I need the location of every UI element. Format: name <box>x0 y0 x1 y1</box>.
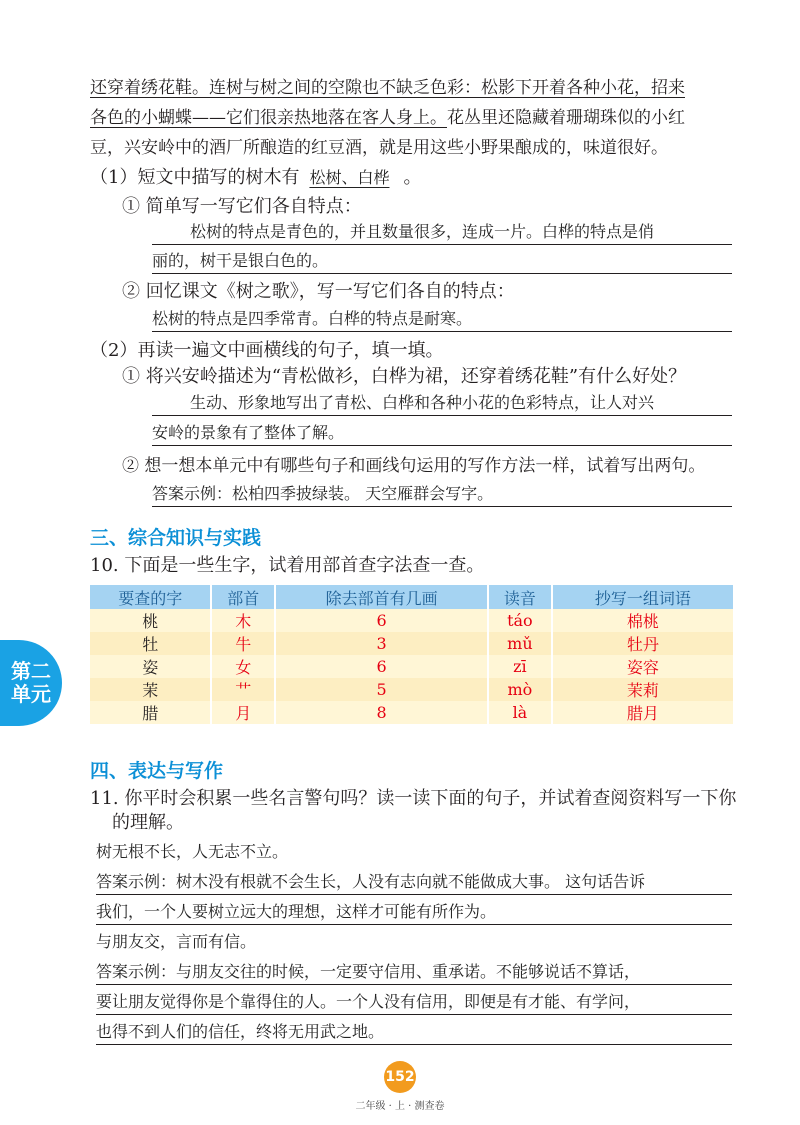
table-cell: 牛 <box>211 632 275 655</box>
answer-line <box>152 244 732 245</box>
table-cell: 姿容 <box>552 655 733 678</box>
q1-sub2-prompt: ② 回忆课文《树之歌》，写一写它们各自的特点： <box>122 281 515 302</box>
section-4-title: 四、表达与写作 <box>90 760 224 782</box>
q1-sub1-prompt: ① 简单写一写它们各自特点： <box>122 196 362 217</box>
question-11-line-1: 11. 你平时会积累一些名言警句吗？读一读下面的句子，并试着查阅资料写一下你 <box>90 788 737 809</box>
passage-line-1: 还穿着绣花鞋。连树与树之间的空隙也不缺乏色彩：松影下开着各种小花，招来 <box>90 78 685 98</box>
page-number-badge: 152 <box>384 1061 416 1093</box>
answer-line <box>96 924 732 925</box>
footer-text: 二年级 · 上 · 测查卷 <box>355 1101 445 1112</box>
q2-sub1-answer-line-2: 安岭的景象有了整体了解。 <box>152 423 345 442</box>
passage-line-2 <box>90 108 685 128</box>
answer-2-line-2: 要让朋友觉得你是个靠得住的人。一个人没有信用，即便是有才能、有学问， <box>96 992 641 1011</box>
answer-line <box>96 1044 732 1045</box>
answer-line <box>152 506 732 507</box>
table-cell: 茉 <box>90 678 211 701</box>
answer-line <box>152 415 732 416</box>
q2-sub1-answer-line-1: 生动、形象地写出了青松、白桦和各种小花的色彩特点，让人对兴 <box>190 393 655 412</box>
table-cell: 茉莉 <box>552 678 733 701</box>
passage-line-2-rest: 花丛里还隐藏着珊瑚珠似的小红 <box>447 108 685 128</box>
question-1 <box>90 167 421 189</box>
table-header: 除去部首有几画 <box>275 585 488 609</box>
unit-tab-line-2: 单元 <box>11 682 51 706</box>
answer-line <box>152 331 732 332</box>
answer-2-line-1: 答案示例：与朋友交往的时候，一定要守信用、重承诺。不能够说话不算话， <box>96 962 641 981</box>
quote-2: 与朋友交，言而有信。 <box>96 932 257 951</box>
answer-1-line-1: 答案示例：树木没有根就不会生长，人没有志向就不能做成大事。 这句话告诉 <box>96 872 646 891</box>
answer-line <box>96 894 732 895</box>
answer-line <box>96 984 732 985</box>
question-2: （2）再读一遍文中画横线的句子，填一填。 <box>90 340 444 361</box>
answer-1-line-2: 我们，一个人要树立远大的理想，这样才可能有所作为。 <box>96 902 497 921</box>
answer-line <box>96 1014 732 1015</box>
table-header: 部首 <box>211 585 275 609</box>
table-cell: mǔ <box>488 632 552 655</box>
table-cell: 腊月 <box>552 701 733 724</box>
table-header: 抄写一组词语 <box>552 585 733 609</box>
unit-side-tab <box>0 640 62 726</box>
table-row <box>90 701 733 724</box>
table-cell: 牡 <box>90 632 211 655</box>
table-cell: 棉桃 <box>552 609 733 632</box>
table-cell: mò <box>488 678 552 701</box>
answer-line <box>152 273 732 274</box>
table-header-row <box>90 585 733 609</box>
answer-2-line-3: 也得不到人们的信任，终将无用武之地。 <box>96 1022 385 1041</box>
table-cell: 3 <box>275 632 488 655</box>
radical-lookup-table <box>90 585 733 724</box>
table-cell: 月 <box>211 701 275 724</box>
table-cell: 女 <box>211 655 275 678</box>
table-cell: 姿 <box>90 655 211 678</box>
unit-tab-line-1: 第二 <box>11 659 51 683</box>
quote-1: 树无根不长，人无志不立。 <box>96 842 289 861</box>
section-3-title: 三、综合知识与实践 <box>90 527 262 549</box>
question-1-prefix: （1）短文中描写的树木有 <box>90 167 300 188</box>
q1-sub1-answer-line-1: 松树的特点是青色的，并且数量很多，连成一片。白桦的特点是俏 <box>190 222 655 241</box>
table-cell: 木 <box>211 609 275 632</box>
table-cell: zī <box>488 655 552 678</box>
question-11-line-2: 的理解。 <box>112 812 184 833</box>
question-10: 10. 下面是一些生字，试着用部首查字法查一查。 <box>90 555 485 576</box>
answer-line <box>152 445 732 446</box>
q2-sub2-prompt: ② 想一想本单元中有哪些句子和画线句运用的写作方法一样，试着写出两句。 <box>122 456 706 476</box>
question-1-suffix: 。 <box>403 167 422 188</box>
table-row <box>90 632 733 655</box>
table-cell: 艹 <box>211 678 275 701</box>
passage-underlined-sentence: 各色的小蝴蝶——它们很亲热地落在客人身上。 <box>90 108 447 128</box>
q1-sub2-answer: 松树的特点是四季常青。白桦的特点是耐寒。 <box>152 309 473 328</box>
table-cell: 腊 <box>90 701 211 724</box>
table-row <box>90 655 733 678</box>
q2-sub2-answer: 答案示例：松柏四季披绿装。 天空雁群会写字。 <box>152 484 494 503</box>
table-header: 读音 <box>488 585 552 609</box>
table-cell: là <box>488 701 552 724</box>
table-header: 要查的字 <box>90 585 211 609</box>
table-cell: táo <box>488 609 552 632</box>
table-cell: 8 <box>275 701 488 724</box>
table-cell: 6 <box>275 609 488 632</box>
table-row <box>90 678 733 701</box>
q1-sub1-answer-line-2: 丽的，树干是银白色的。 <box>152 251 329 270</box>
table-row <box>90 609 733 632</box>
question-1-answer: 松树、白桦 <box>309 168 390 187</box>
table-cell: 牡丹 <box>552 632 733 655</box>
passage-line-3: 豆，兴安岭中的酒厂所酿造的红豆酒，就是用这些小野果酿成的，味道很好。 <box>90 138 668 158</box>
table-cell: 6 <box>275 655 488 678</box>
q2-sub1-prompt: ① 将兴安岭描述为“青松做衫，白桦为裙，还穿着绣花鞋”有什么好处？ <box>122 366 687 387</box>
table-cell: 5 <box>275 678 488 701</box>
table-cell: 桃 <box>90 609 211 632</box>
